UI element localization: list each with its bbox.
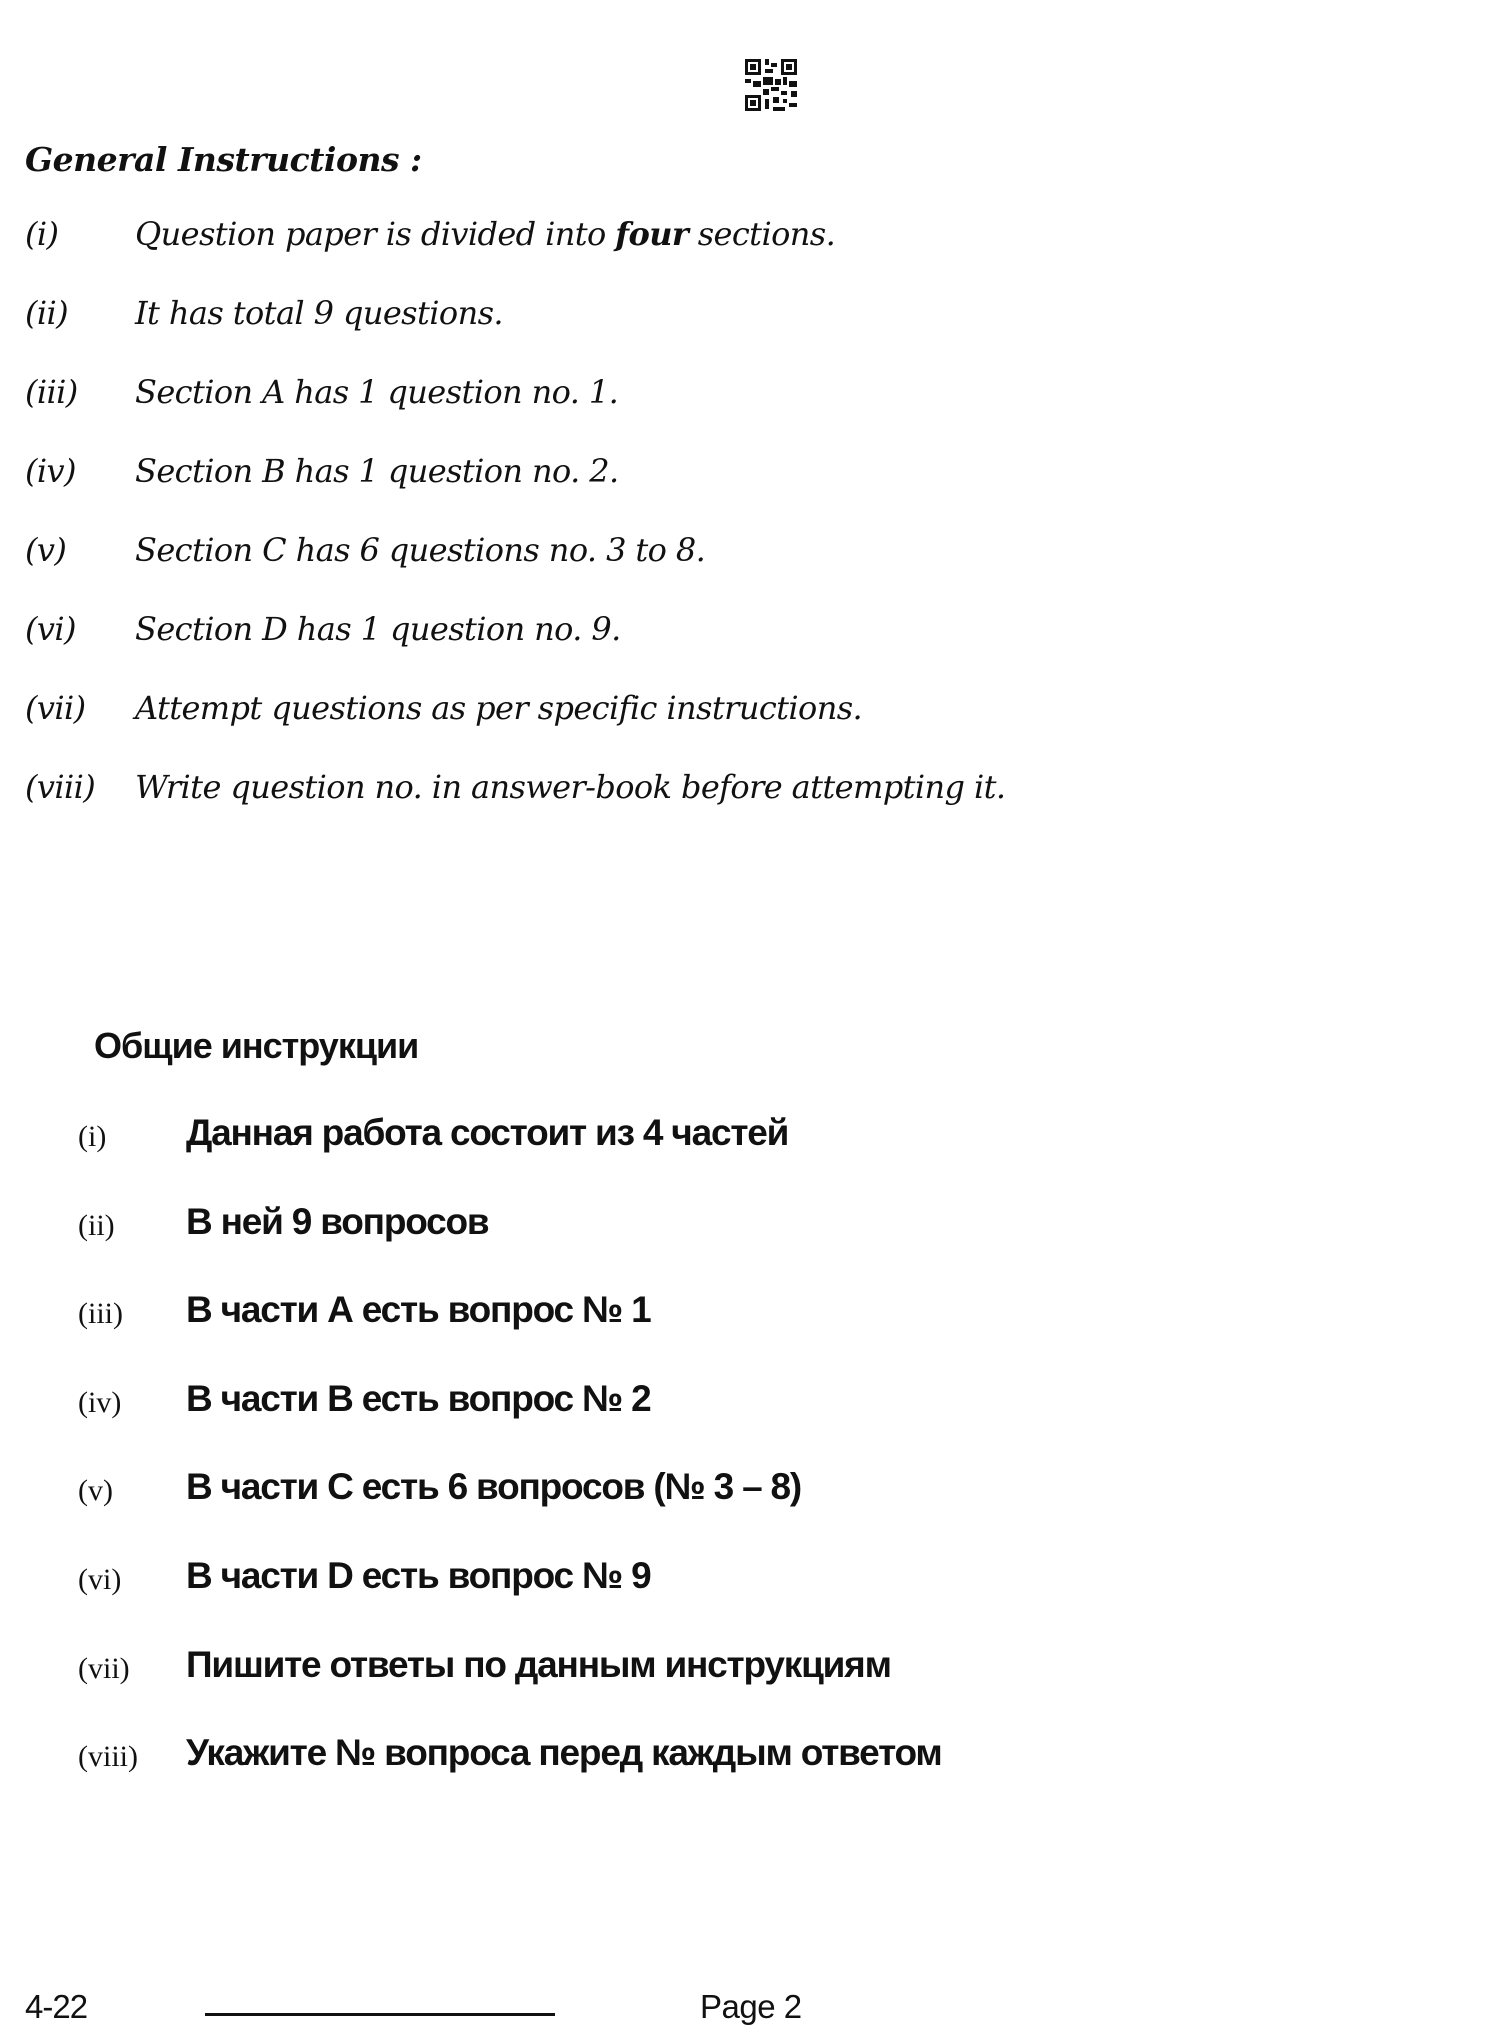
- russian-instructions-title: Общие инструкции: [94, 1025, 419, 1066]
- item-text: В части В есть вопрос № 2: [186, 1377, 651, 1419]
- item-number: (ii): [25, 294, 69, 332]
- item-number: (viii): [25, 768, 96, 806]
- item-text: В части А есть вопрос № 1: [186, 1289, 651, 1331]
- item-text: В ней 9 вопросов: [186, 1200, 489, 1242]
- item-text: Section A has 1 question no. 1.: [135, 373, 619, 411]
- item-text-post: sections.: [688, 215, 836, 253]
- qr-code-icon: [743, 57, 799, 113]
- item-text: Данная работа состоит из 4 частей: [186, 1112, 789, 1153]
- item-text: В части С есть 6 вопросов (№ 3 – 8): [186, 1466, 802, 1508]
- item-text: В части D есть вопрос № 9: [186, 1554, 651, 1596]
- item-text: Section D has 1 question no. 9.: [135, 610, 621, 648]
- item-number: (iv): [78, 1385, 122, 1419]
- paper-code: 4-22: [25, 1988, 88, 2025]
- item-number: (v): [78, 1474, 113, 1508]
- item-text: Section B has 1 question no. 2.: [135, 452, 619, 490]
- item-number: (iv): [25, 452, 76, 490]
- english-instructions-title: General Instructions :: [25, 140, 422, 179]
- item-text: Write question no. in answer-book before attempting it.: [135, 768, 1006, 806]
- item-number: (i): [78, 1120, 107, 1153]
- item-number: (i): [25, 215, 59, 253]
- item-number: (iii): [25, 373, 78, 411]
- item-number: (v): [25, 531, 67, 569]
- item-text: Пишите ответы по данным инструкциям: [186, 1643, 891, 1685]
- item-text: [135, 215, 835, 253]
- item-text: Attempt questions as per specific instructions.: [135, 689, 863, 727]
- item-number: (vi): [78, 1562, 122, 1596]
- item-text-pre: Question paper is divided into: [135, 215, 616, 253]
- footer-divider: [205, 2013, 555, 2016]
- item-text: Section C has 6 questions no. 3 to 8.: [135, 531, 706, 569]
- item-number: (ii): [78, 1208, 115, 1242]
- item-number: (vi): [25, 610, 76, 648]
- page-number: Page 2: [700, 1988, 802, 2025]
- item-number: (viii): [78, 1740, 138, 1774]
- item-number: (vii): [25, 689, 86, 727]
- item-text-bold: four: [615, 215, 689, 253]
- item-number: (vii): [78, 1651, 130, 1685]
- item-number: (iii): [78, 1297, 123, 1331]
- item-text: Укажите № вопроса перед каждым ответом: [186, 1732, 942, 1774]
- item-text: It has total 9 questions.: [135, 294, 503, 332]
